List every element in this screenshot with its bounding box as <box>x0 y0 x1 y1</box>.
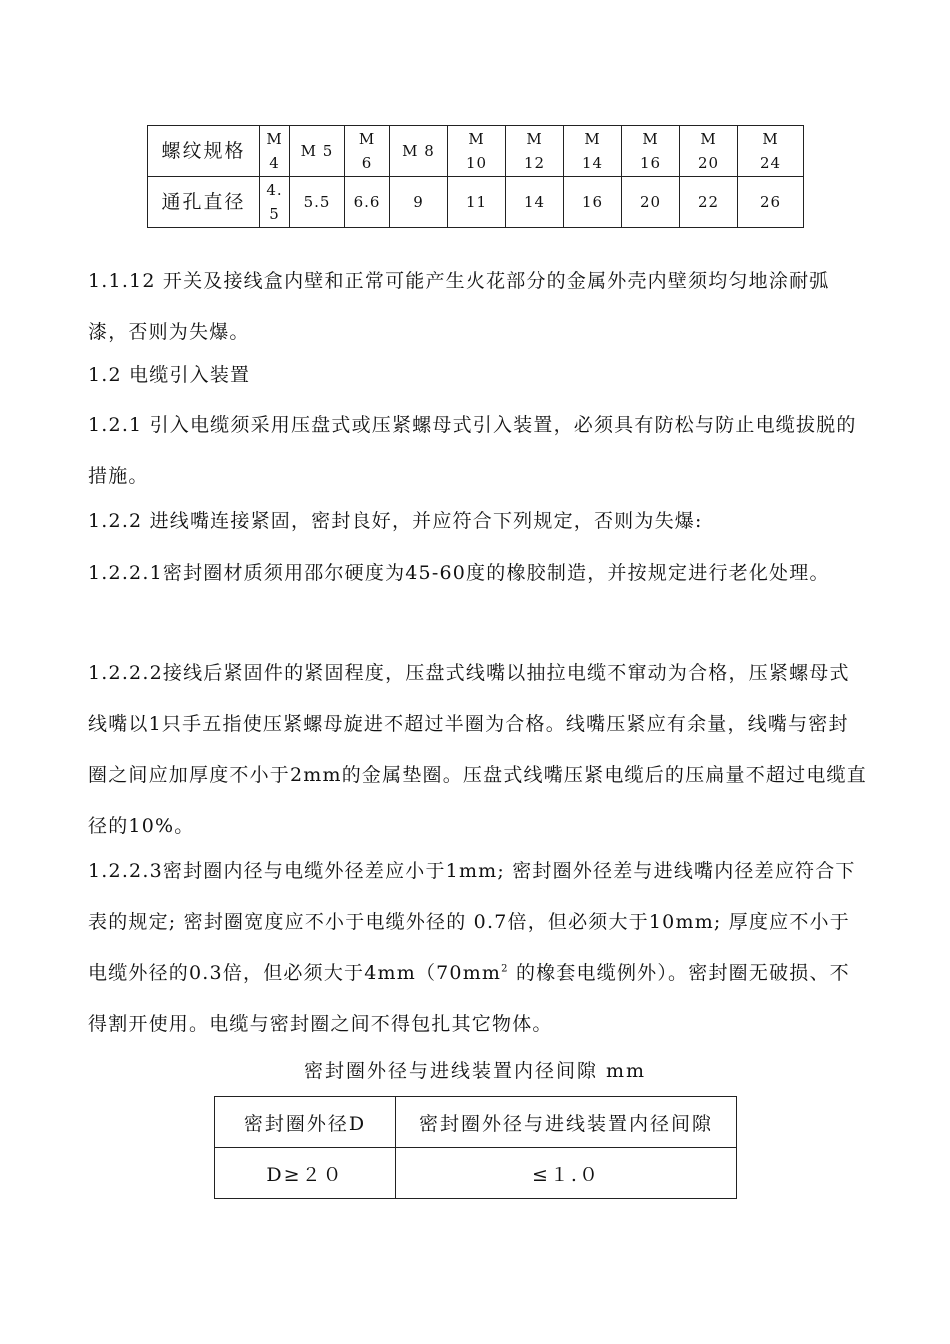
thread-spec-cell <box>738 126 804 177</box>
thread-spec-label: 螺纹规格 <box>148 126 260 177</box>
paragraph-1-2-1: 1.2.1 引入电缆须采用压盘式或压紧螺母式引入装置，必须具有防松与防止电缆拔脱的措施。 <box>88 414 857 487</box>
thread-spec-cell <box>622 126 680 177</box>
thread-spec-cell-text: 12 <box>523 154 546 172</box>
through-hole-cell-text: 4. <box>266 181 283 199</box>
paragraph-1-2-2-3-text-a: 1.2.2.3密封圈内径与电缆外径差应小于1mm; 密封圈外径差与进线嘴内径差应符合下表的规定; 密封圈宽度应不小于电缆外径的 0.7倍，但必须大于10mm; 厚度应不小于电缆外径的0.3倍，但必须大于4mm（70mm <box>88 860 856 984</box>
through-hole-cell <box>448 177 506 228</box>
through-hole-cell-text: 16 <box>581 193 604 211</box>
through-hole-cell-text: 9 <box>413 193 424 211</box>
through-hole-cell-text: 6.6 <box>353 193 381 211</box>
seal-gap-header: 密封圈外径与进线装置内径间隙 <box>396 1097 737 1148</box>
through-hole-label: 通孔直径 <box>148 177 260 228</box>
seal-gap-header-row <box>215 1097 737 1148</box>
through-hole-cell <box>290 177 345 228</box>
through-hole-cell <box>738 177 804 228</box>
thread-spec-cell <box>290 126 345 177</box>
through-hole-cell <box>260 177 290 228</box>
thread-spec-cell-text: M <box>526 130 543 148</box>
thread-spec-cell <box>448 126 506 177</box>
thread-spec-cell <box>680 126 738 177</box>
through-hole-cell <box>345 177 390 228</box>
paragraph-1-2-2-2: 1.2.2.2接线后紧固件的紧固程度，压盘式线嘴以抽拉电缆不窜动为合格，压紧螺母式线嘴以1只手五指使压紧螺母旋进不超过半圈为合格。线嘴压紧应有余量，线嘴与密封圈之间应加厚度不小于2mm的金属垫圈。压盘式线嘴压紧电缆后的压扁量不超过电缆直径的10%。 <box>88 662 867 837</box>
thread-spec-cell-text: M <box>468 130 485 148</box>
through-hole-cell-text: 20 <box>639 193 662 211</box>
through-hole-cell-text: 5.5 <box>303 193 331 211</box>
paragraph-1-1-12: 1.1.12 开关及接线盒内壁和正常可能产生火花部分的金属外壳内壁须均匀地涂耐弧漆，否则为失爆。 <box>88 270 830 343</box>
thread-spec-cell <box>390 126 448 177</box>
paragraph-1-2-2: 1.2.2 进线嘴连接紧固，密封良好，并应符合下列规定，否则为失爆: <box>88 510 703 532</box>
seal-gap-data-row <box>215 1148 737 1199</box>
through-hole-cell-text: 26 <box>759 193 782 211</box>
seal-gap-value: ≤１.０ <box>396 1148 737 1199</box>
thread-spec-cell <box>506 126 564 177</box>
paragraph-1-2-2-1: 1.2.2.1密封圈材质须用邵尔硬度为45-60度的橡胶制造，并按规定进行老化处理。 <box>88 562 830 584</box>
through-hole-cell <box>680 177 738 228</box>
thread-spec-cell-text: M <box>642 130 659 148</box>
seal-gap-table <box>214 1096 737 1199</box>
through-hole-cell-text: 14 <box>523 193 546 211</box>
paragraph-1-2-2-3 <box>88 846 868 1050</box>
through-hole-cell <box>622 177 680 228</box>
through-hole-cell-text: 22 <box>697 193 720 211</box>
through-hole-cell <box>506 177 564 228</box>
through-hole-cell-text: 5 <box>269 205 280 223</box>
thread-spec-cell <box>260 126 290 177</box>
thread-spec-cell-text: 24 <box>759 154 782 172</box>
gap-table-caption: 密封圈外径与进线装置内径间隙 mm <box>303 1060 647 1082</box>
thread-spec-cell-text: 6 <box>361 154 373 172</box>
through-hole-row <box>148 177 804 228</box>
thread-spec-cell-text: 16 <box>639 154 662 172</box>
heading-1-2: 1.2 电缆引入装置 <box>88 364 251 386</box>
thread-spec-cell <box>564 126 622 177</box>
through-hole-cell <box>564 177 622 228</box>
thread-spec-cell-text: M 5 <box>300 142 334 160</box>
thread-spec-cell-text: M <box>584 130 601 148</box>
superscript-2: 2 <box>501 963 509 975</box>
thread-spec-cell-text: 10 <box>465 154 488 172</box>
thread-spec-row <box>148 126 804 177</box>
thread-spec-table <box>147 125 804 228</box>
seal-outer-diameter-value: D≥２０ <box>215 1148 396 1199</box>
thread-spec-cell-text: M <box>762 130 779 148</box>
thread-spec-cell-text: 20 <box>697 154 720 172</box>
paragraph-1-2-2-3-text-b: 的橡套电缆例外）。密封圈无破损、不得割开使用。电缆与密封圈之间不得包扎其它物体。 <box>88 962 850 1035</box>
through-hole-cell <box>390 177 448 228</box>
through-hole-cell-text: 11 <box>465 193 488 211</box>
thread-spec-cell-text: M <box>266 130 283 148</box>
thread-spec-cell-text: M 8 <box>402 142 435 160</box>
thread-spec-cell-text: M <box>700 130 717 148</box>
seal-outer-diameter-header: 密封圈外径D <box>215 1097 396 1148</box>
thread-spec-cell <box>345 126 390 177</box>
thread-spec-cell-text: 4 <box>269 154 280 172</box>
thread-spec-cell-text: 14 <box>581 154 604 172</box>
thread-spec-cell-text: M <box>358 130 376 148</box>
